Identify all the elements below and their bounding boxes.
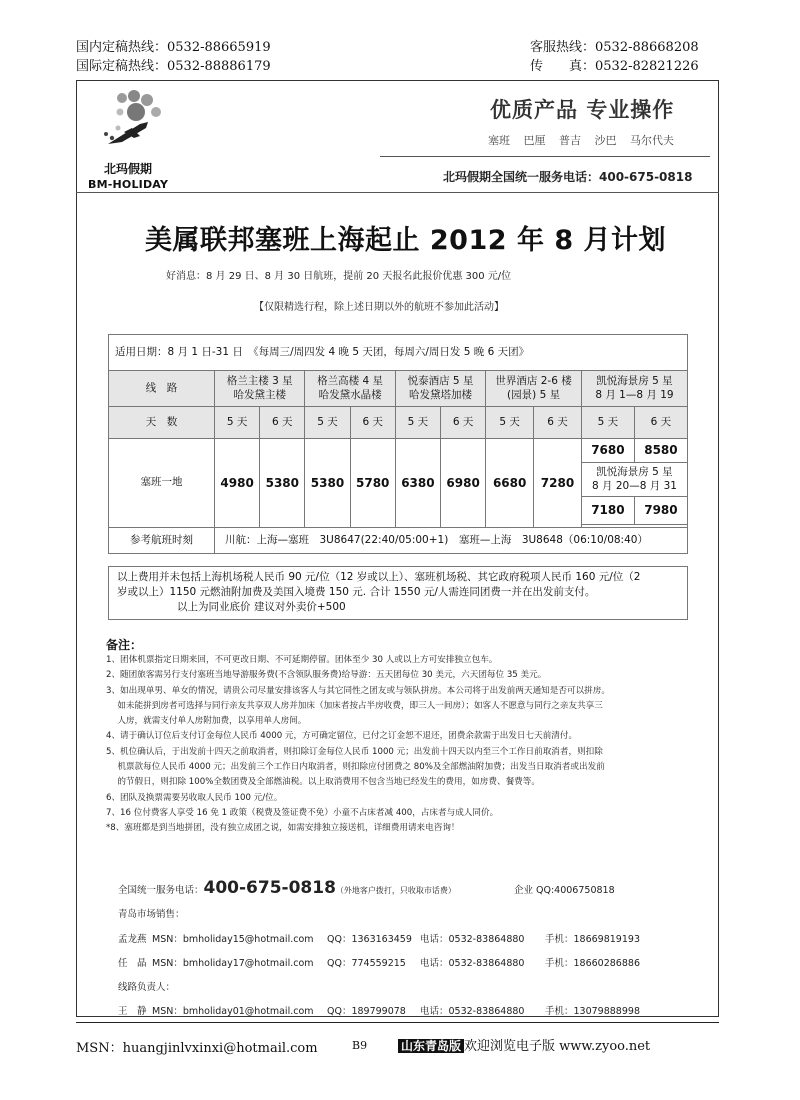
price-cell: 7980 (634, 497, 687, 525)
header-bottom-rule (76, 192, 719, 193)
price-table (108, 334, 688, 554)
contact-mobile: 手机：13079888998 (545, 1006, 640, 1017)
international-hotline: 国际定稿热线：0532-88886179 (76, 59, 271, 74)
hotel-header: 凯悦海景房 5 星 8 月 1—8 月 19 (581, 371, 687, 407)
note-item: 6、团队及换票需要另收取人民币 100 元/位。 (106, 792, 283, 803)
contact-tel: 电话：0532-83864880 (420, 958, 525, 969)
price-cell: 6980 (441, 439, 486, 528)
notes-section (106, 636, 706, 837)
domestic-hotline: 国内定稿热线：0532-88665919 (76, 40, 271, 55)
brand-logo-icon (100, 88, 170, 158)
footer-welcome (398, 1035, 650, 1054)
note-item: 3、如出现单男、单女的情况，请贵公司尽量安排该客人与其它同性之团友或与领队拼房。本公司将于出发前两天通知是否可以拼房。 (106, 685, 610, 696)
day-cell: 6 天 (350, 407, 395, 439)
hotel-header: 悦泰酒店 5 星 哈发黛塔加楼 (395, 371, 485, 407)
notes-title: 备注： (106, 638, 143, 652)
good-news: 好消息：8 月 29 日、8 月 30 日航班，提前 20 天报名此报价优惠 300 元/位 (166, 271, 512, 282)
note-item: 2、随团旅客需另行支付塞班当地导游服务费(不含领队服务费)给导游：五天团每位 30 美元，六天团每位 35 美元。 (106, 670, 547, 681)
contact-qq: QQ：189799078 (327, 1006, 406, 1017)
page-title: 美属联邦塞班上海起止 2012 年 8 月计划 (145, 225, 667, 256)
flight-label: 参考航班时刻 (109, 528, 215, 554)
footer-msn: MSN：huangjinlvxinxi@hotmail.com (76, 1041, 318, 1056)
day-cell: 6 天 (534, 407, 582, 439)
note-item: 4、请于确认订位后支付订金每位人民币 4000 元，方可确定留位，已付之订金恕不退还，团费余款需于出发日七天前清付。 (106, 731, 578, 742)
note-item: 1、团体机票指定日期来回，不可更改日期、不可延期停留。团体至少 30 人或以上方可安排独立包车。 (106, 655, 498, 665)
price-cell: 7280 (534, 439, 582, 528)
price-cell: 4980 (215, 439, 260, 528)
flight-info: 川航：上海—塞班 3U8647(22:40/05:00+1) 塞班—上海 3U8648（06:10/08:40） (215, 528, 688, 554)
days-header: 天 数 (109, 407, 215, 439)
slogan: 优质产品 专业操作 (490, 97, 675, 122)
contact-mobile: 手机：18660286886 (545, 958, 640, 969)
service-label: 全国统一服务电话： (118, 885, 204, 896)
day-cell: 5 天 (305, 407, 350, 439)
price-cell: 8580 (634, 439, 687, 463)
page-number: B9 (352, 1039, 368, 1052)
hotel-header: 格兰高楼 4 星 哈发黛水晶楼 (305, 371, 395, 407)
footer-welcome-text: 欢迎浏览电子版 www.zyoo.net (464, 1039, 651, 1054)
route-header: 线 路 (109, 371, 215, 407)
service-phone: 400-675-0818 (203, 878, 336, 898)
contact-name: 王 静 (118, 1006, 147, 1017)
brand-hotline: 北玛假期全国统一服务电话：400-675-0818 (443, 170, 693, 184)
contact-qq: QQ：774559215 (327, 958, 406, 969)
enterprise-qq: 企业 QQ:4006750818 (514, 885, 615, 896)
contact-name: 任 晶 (118, 958, 147, 969)
day-cell: 5 天 (581, 407, 634, 439)
contact-mobile: 手机：18669819193 (545, 934, 640, 945)
contact-name: 孟龙燕 (118, 934, 147, 945)
route-name: 塞班一地 (109, 439, 215, 528)
paper-edition-tag: 山东青岛版 (398, 1039, 464, 1053)
price-cell: 5380 (260, 439, 305, 528)
brand-name-en: BM-HOLIDAY (88, 178, 169, 191)
route-head-label: 线路负责人： (118, 982, 176, 993)
fax-number: 传 真：0532-82821226 (530, 59, 699, 74)
note-item: *8、塞班都是到当地拼团，没有独立成团之说，如需安排独立接送机，详细费用请来电咨询！ (106, 823, 460, 834)
contact-msn: MSN：bmholiday15@hotmail.com (152, 934, 314, 945)
note-item: 的节假日，则扣除 100%全数团费及全部燃油税。以上取消费用不包含当地已经发生的费用，如房费、餐费等。 (106, 777, 540, 788)
contact-tel: 电话：0532-83864880 (420, 1006, 525, 1017)
contact-qq: QQ：1363163459 (327, 934, 412, 945)
fee-note-line: 以上为同业底价 建议对外卖价+500 (177, 601, 346, 614)
note-item: 人房，就需支付单人房附加费，以享用单人房间。 (106, 716, 307, 727)
hyatt-late-label: 凯悦海景房 5 星 8 月 20—8 月 31 (581, 463, 687, 497)
note-item: 机票款每位人民币 4000 元；出发前三个工作日内取消者，则扣除应付团费之 80%及全部燃油附加费；出发当日取消者或出发前 (106, 762, 605, 773)
fee-note-line: 以上费用并未包括上海机场税人民币 90 元/位（12 岁或以上）、塞班机场税、其它政府税项人民币 160 元/位（2 (117, 571, 641, 583)
price-cell: 7680 (581, 439, 634, 463)
fee-note-line: 岁或以上）1150 元燃油附加费及美国入境费 150 元. 合计 1550 元/人需连同团费一并在出发前支付。 (117, 586, 596, 599)
day-cell: 5 天 (395, 407, 440, 439)
contact-tel: 电话：0532-83864880 (420, 934, 525, 945)
day-cell: 6 天 (634, 407, 687, 439)
market-label: 青岛市场销售： (118, 909, 185, 920)
day-cell: 5 天 (486, 407, 534, 439)
price-cell: 7180 (581, 497, 634, 525)
contact-msn: MSN：bmholiday17@hotmail.com (152, 958, 314, 969)
service-hotline: 客服热线：0532-88668208 (530, 40, 699, 55)
price-cell: 5380 (305, 439, 350, 528)
fee-note (108, 566, 688, 620)
service-line (118, 878, 456, 898)
note-item: 7、16 位付费客人享受 16 免 1 政策（税费及签证费不免）小童不占床者减 400，占床者与成人同价。 (106, 807, 499, 818)
service-note: （外地客户拨打，只收取市话费） (335, 886, 456, 895)
day-cell: 6 天 (441, 407, 486, 439)
contact-msn: MSN：bmholiday01@hotmail.com (152, 1006, 314, 1017)
brand-name-cn: 北玛假期 (104, 162, 153, 176)
day-cell: 6 天 (260, 407, 305, 439)
note-item: 5、机位确认后，于出发前十四天之前取消者，则扣除订金每位人民币 1000 元；出发前十四天以内至三个工作日前取消者，则扣除 (106, 746, 603, 757)
price-cell: 6680 (486, 439, 534, 528)
header-divider (380, 156, 710, 157)
note-item: 如未能拼到房者可选择与同行亲友共享双人房并加床（加床者按占半房收费，即三人一间房）；如客人不愿意与同行之亲友共享三 (106, 700, 603, 711)
limited-notice: 【仅限精选行程，除上述日期以外的航班不参加此活动】 (254, 302, 504, 313)
price-cell: 5780 (350, 439, 395, 528)
footer-rule (76, 1022, 719, 1023)
day-cell: 5 天 (215, 407, 260, 439)
hotel-header: 格兰主楼 3 星 哈发黛主楼 (215, 371, 305, 407)
price-cell: 6380 (395, 439, 440, 528)
destinations: 塞班 巴厘 普吉 沙巴 马尔代夫 (488, 134, 674, 147)
valid-dates: 适用日期：8 月 1 日-31 日 《每周三/周四发 4 晚 5 天团，每周六/周日发 5 晚 6 天团》 (109, 335, 688, 371)
hotel-header: 世界酒店 2-6 楼 (园景) 5 星 (486, 371, 582, 407)
